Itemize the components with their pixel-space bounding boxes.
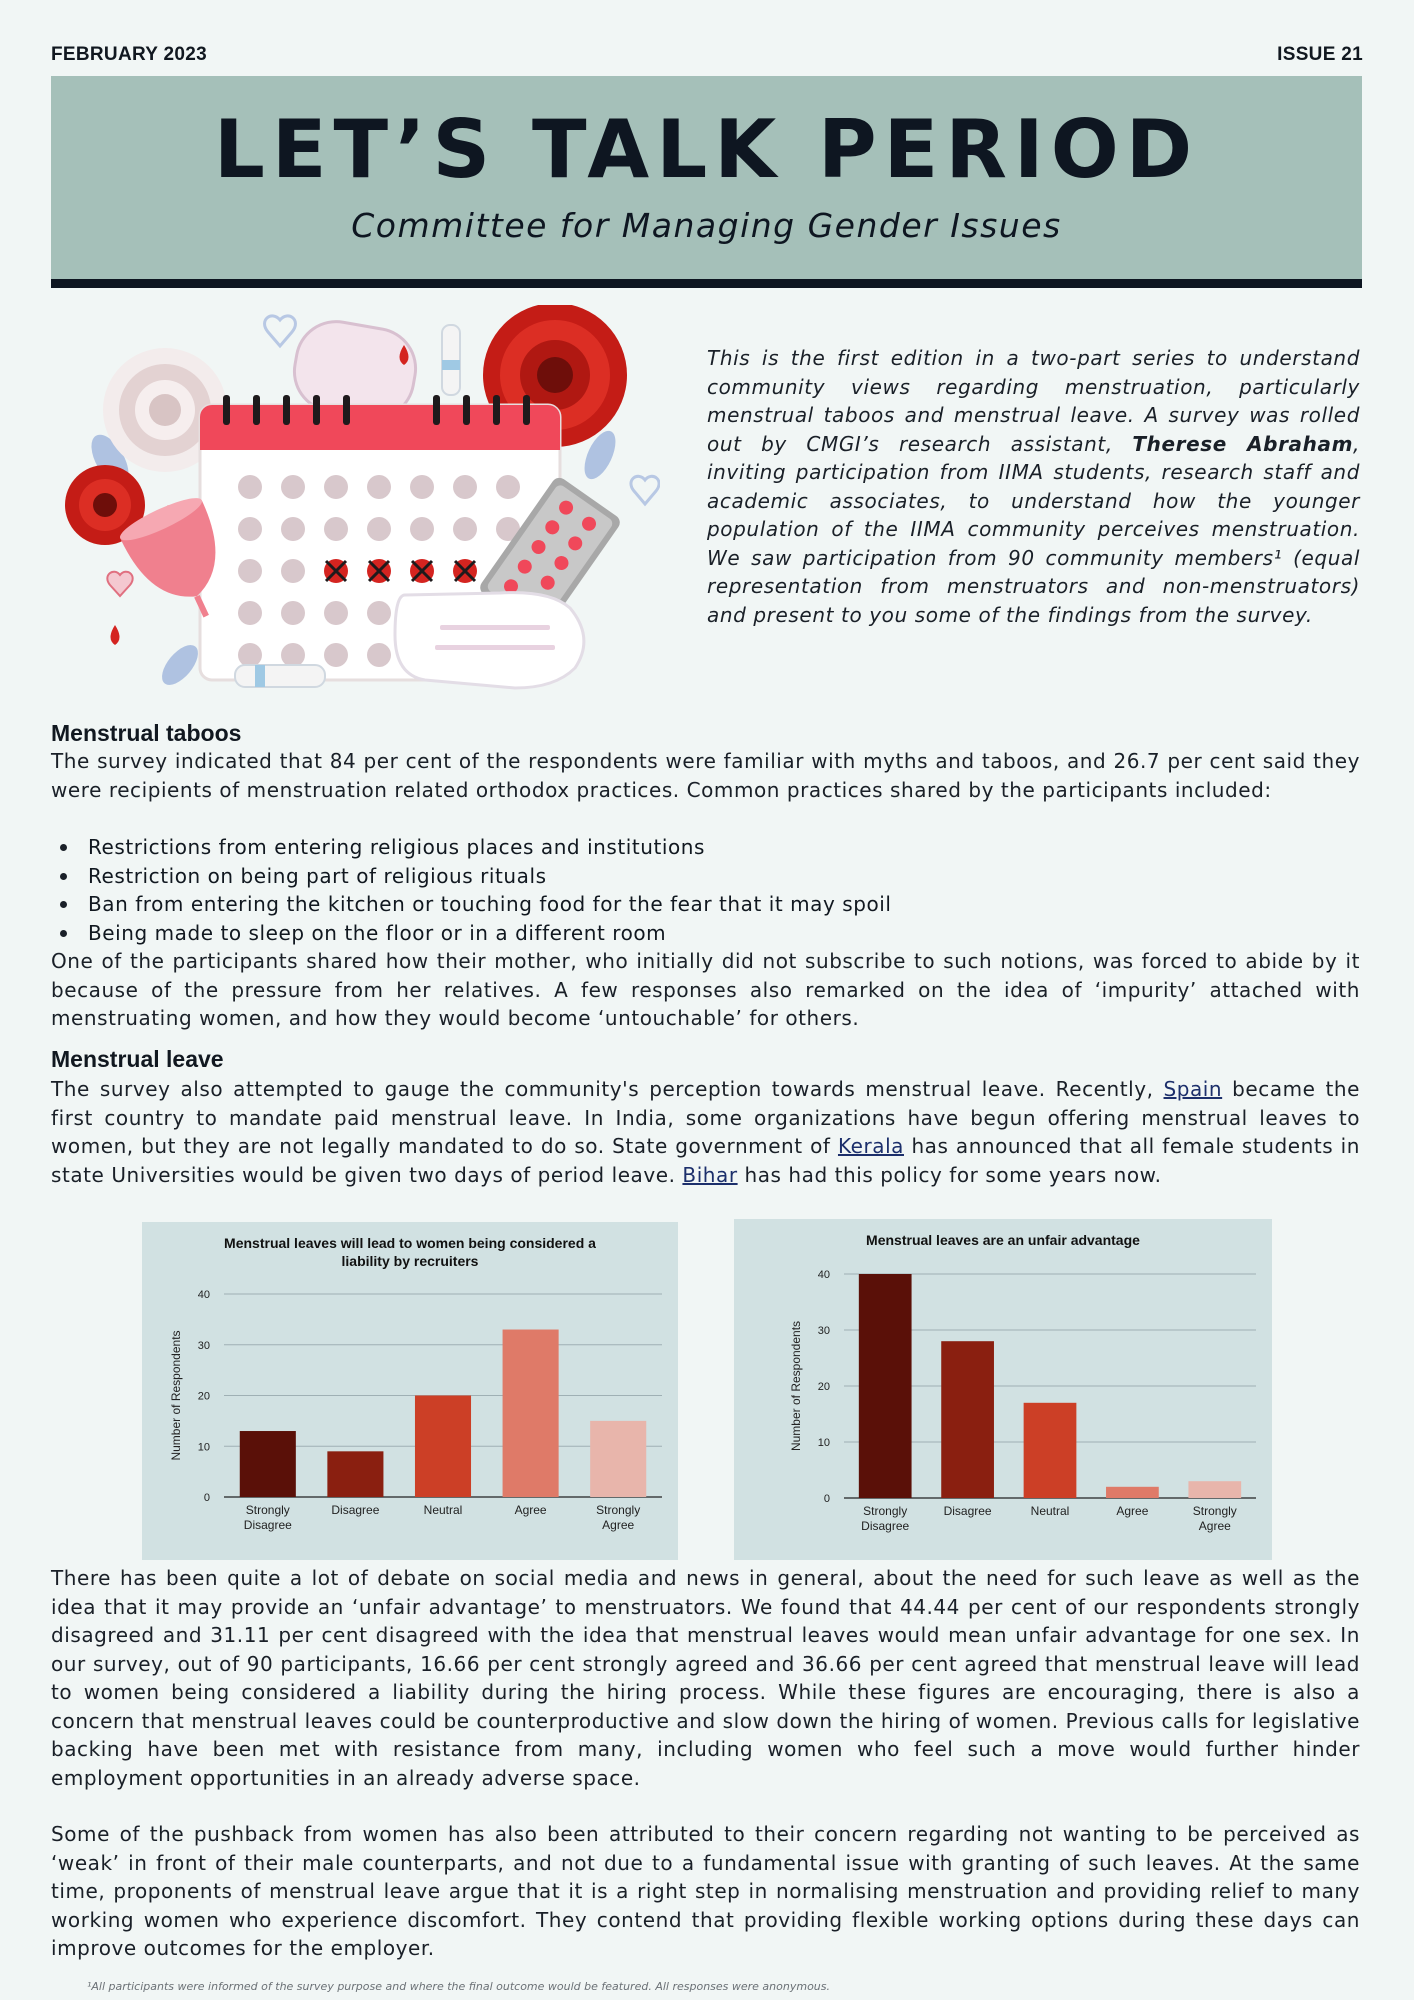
leave-text-a: The survey also attempted to gauge the community's perception towards menstrual leave. Recently, xyxy=(51,1077,1164,1101)
research-assistant-name: Therese Abraham xyxy=(1132,431,1354,456)
bihar-link[interactable]: Bihar xyxy=(682,1162,738,1187)
y-tick-label: 40 xyxy=(197,1289,210,1301)
kerala-link[interactable]: Kerala xyxy=(837,1134,904,1158)
bar xyxy=(1024,1403,1077,1498)
y-tick-label: 40 xyxy=(817,1269,830,1281)
leave-text-b: became the first country to mandate paid menstrual leave. In India, some organizations have begun offering menstrual leaves to women, but they are not legally mandated to do so. State government of xyxy=(51,1077,1360,1158)
y-tick-label: 20 xyxy=(197,1390,210,1403)
list-item: Being made to sleep on the floor or in a different room xyxy=(51,919,1360,948)
section-heading-taboos: Menstrual taboos xyxy=(51,720,242,746)
spain-link[interactable]: Spain xyxy=(1163,1077,1223,1101)
x-tick-label: Neutral xyxy=(423,1503,463,1517)
y-axis-label: Number of Respondents xyxy=(789,1320,803,1452)
bar xyxy=(503,1330,559,1497)
leave-text-d: has had this policy for some years now. xyxy=(737,1162,1162,1187)
y-axis-label: Number of Respondents xyxy=(169,1330,183,1461)
taboos-paragraph-2: One of the participants shared how their mother, who initially did not subscribe to such notions, was forced to abide by it because of the pressure from her relatives. A few responses also remarked on the idea of ‘impurity’ attached with menstruating women, and how they would become ‘untouchable’ for others. xyxy=(51,949,1360,1030)
discussion-paragraph-1: There has been quite a lot of debate on social media and news in general, about the need for such leave as well as the idea that it may provide an ‘unfair advantage’ to menstruators. We found that 44.44 per cent of our respondents strongly disagreed and 31.11 per cent disagreed with the idea that menstrual leaves would mean unfair advantage for one sex. In our survey, out of 90 participants, 16.66 per cent strongly agreed and 36.66 per cent agreed that menstrual leave will lead to women being considered a liability during the hiring process. While these figures are encouraging, there is also a concern that menstrual leaves could be counterproductive and slow down the hiring of women. Previous calls for legislative backing have been met with resistance from many, including women who feel such a move would further hinder employment opportunities in an already adverse space. xyxy=(51,1566,1360,1790)
bar xyxy=(590,1421,646,1497)
x-tick-label: Strongly xyxy=(863,1504,908,1518)
intro-text-b: , inviting participation from IIMA students, research staff and academic associates, to understand how the younger population of the IIMA community perceives menstruation. We saw participation from 90 community members¹ (equal representation from menstruators and non-menstruators) and present to you some of the findings from the survey. xyxy=(707,431,1360,627)
bar xyxy=(1188,1481,1241,1498)
issue-date: FEBRUARY 2023 xyxy=(51,44,207,65)
liability-chart xyxy=(142,1222,678,1560)
unfair-advantage-chart xyxy=(734,1219,1272,1560)
x-tick-label: Disagree xyxy=(243,1518,292,1532)
intro-paragraph xyxy=(707,344,1360,629)
menstrual-calendar-illustration xyxy=(60,305,660,715)
x-tick-label: Strongly xyxy=(596,1503,641,1517)
list-item: Restrictions from entering religious places and institutions xyxy=(51,833,1360,862)
x-tick-label: Strongly xyxy=(1192,1504,1237,1518)
footnote: ¹All participants were informed of the survey purpose and where the final outcome would be featured. All responses were anonymous. xyxy=(87,1980,831,1993)
bar xyxy=(1106,1487,1159,1498)
chart-title: Menstrual leaves will lead to women being considered a xyxy=(224,1235,596,1251)
x-tick-label: Disagree xyxy=(331,1503,380,1517)
x-tick-label: Strongly xyxy=(245,1503,290,1517)
y-tick-label: 20 xyxy=(817,1381,830,1393)
x-tick-label: Neutral xyxy=(1030,1504,1070,1518)
bar xyxy=(859,1274,912,1498)
discussion-paragraph-2: Some of the pushback from women has also been attributed to their concern regarding not wanting to be perceived as ‘weak’ in front of their male counterparts, and not due to a fundamental issue with granting of such leaves. At the same time, proponents of menstrual leave argue that it is a right step in normalising menstruation and providing relief to many working women who experience discomfort. They contend that providing flexible working options during these days can improve outcomes for the employer. xyxy=(51,1822,1360,1960)
x-tick-label: Disagree xyxy=(861,1519,910,1533)
list-item: Restriction on being part of religious rituals xyxy=(51,862,1360,891)
intro-text-a: This is the first edition in a two-part series to understand community views regarding menstruation, particularly menstrual taboos and menstrual leave. A survey was rolled out by CMGI’s research assistant, xyxy=(707,346,1360,456)
leave-paragraph xyxy=(51,1075,1360,1189)
y-tick-label: 0 xyxy=(203,1492,210,1504)
issue-number: ISSUE 21 xyxy=(1277,44,1363,65)
chart-title: liability by recruiters xyxy=(341,1253,479,1269)
list-item: Ban from entering the kitchen or touching food for the fear that it may spoil xyxy=(51,890,1360,919)
x-tick-label: Agree xyxy=(514,1503,547,1517)
y-tick-label: 30 xyxy=(817,1325,830,1337)
x-tick-label: Agree xyxy=(602,1518,635,1532)
chart-title: Menstrual leaves are an unfair advantage xyxy=(866,1232,1140,1248)
bar xyxy=(415,1396,471,1498)
bar xyxy=(941,1341,994,1498)
masthead xyxy=(51,76,1362,288)
y-tick-label: 30 xyxy=(197,1339,210,1352)
newsletter-subtitle: Committee for Managing Gender Issues xyxy=(351,206,1062,245)
leave-text-c: has announced that all female students in state Universities would be given two days of period leave. xyxy=(51,1134,1360,1187)
y-tick-label: 10 xyxy=(197,1441,210,1454)
bar xyxy=(240,1431,296,1497)
x-tick-label: Agree xyxy=(1116,1504,1149,1518)
x-tick-label: Disagree xyxy=(943,1504,992,1518)
y-tick-label: 10 xyxy=(817,1437,830,1449)
x-tick-label: Agree xyxy=(1198,1519,1231,1533)
y-tick-label: 0 xyxy=(823,1493,830,1505)
bar xyxy=(327,1451,383,1497)
taboos-paragraph-1: The survey indicated that 84 per cent of the respondents were familiar with myths and taboos, and 26.7 per cent said they were recipients of menstruation related orthodox practices. Common practices shared by the participants included: xyxy=(51,749,1360,802)
newsletter-title: LET’S TALK PERIOD xyxy=(213,103,1200,196)
section-heading-leave: Menstrual leave xyxy=(51,1046,224,1072)
top-meta xyxy=(51,44,1363,66)
taboo-practices-list xyxy=(51,833,1360,947)
